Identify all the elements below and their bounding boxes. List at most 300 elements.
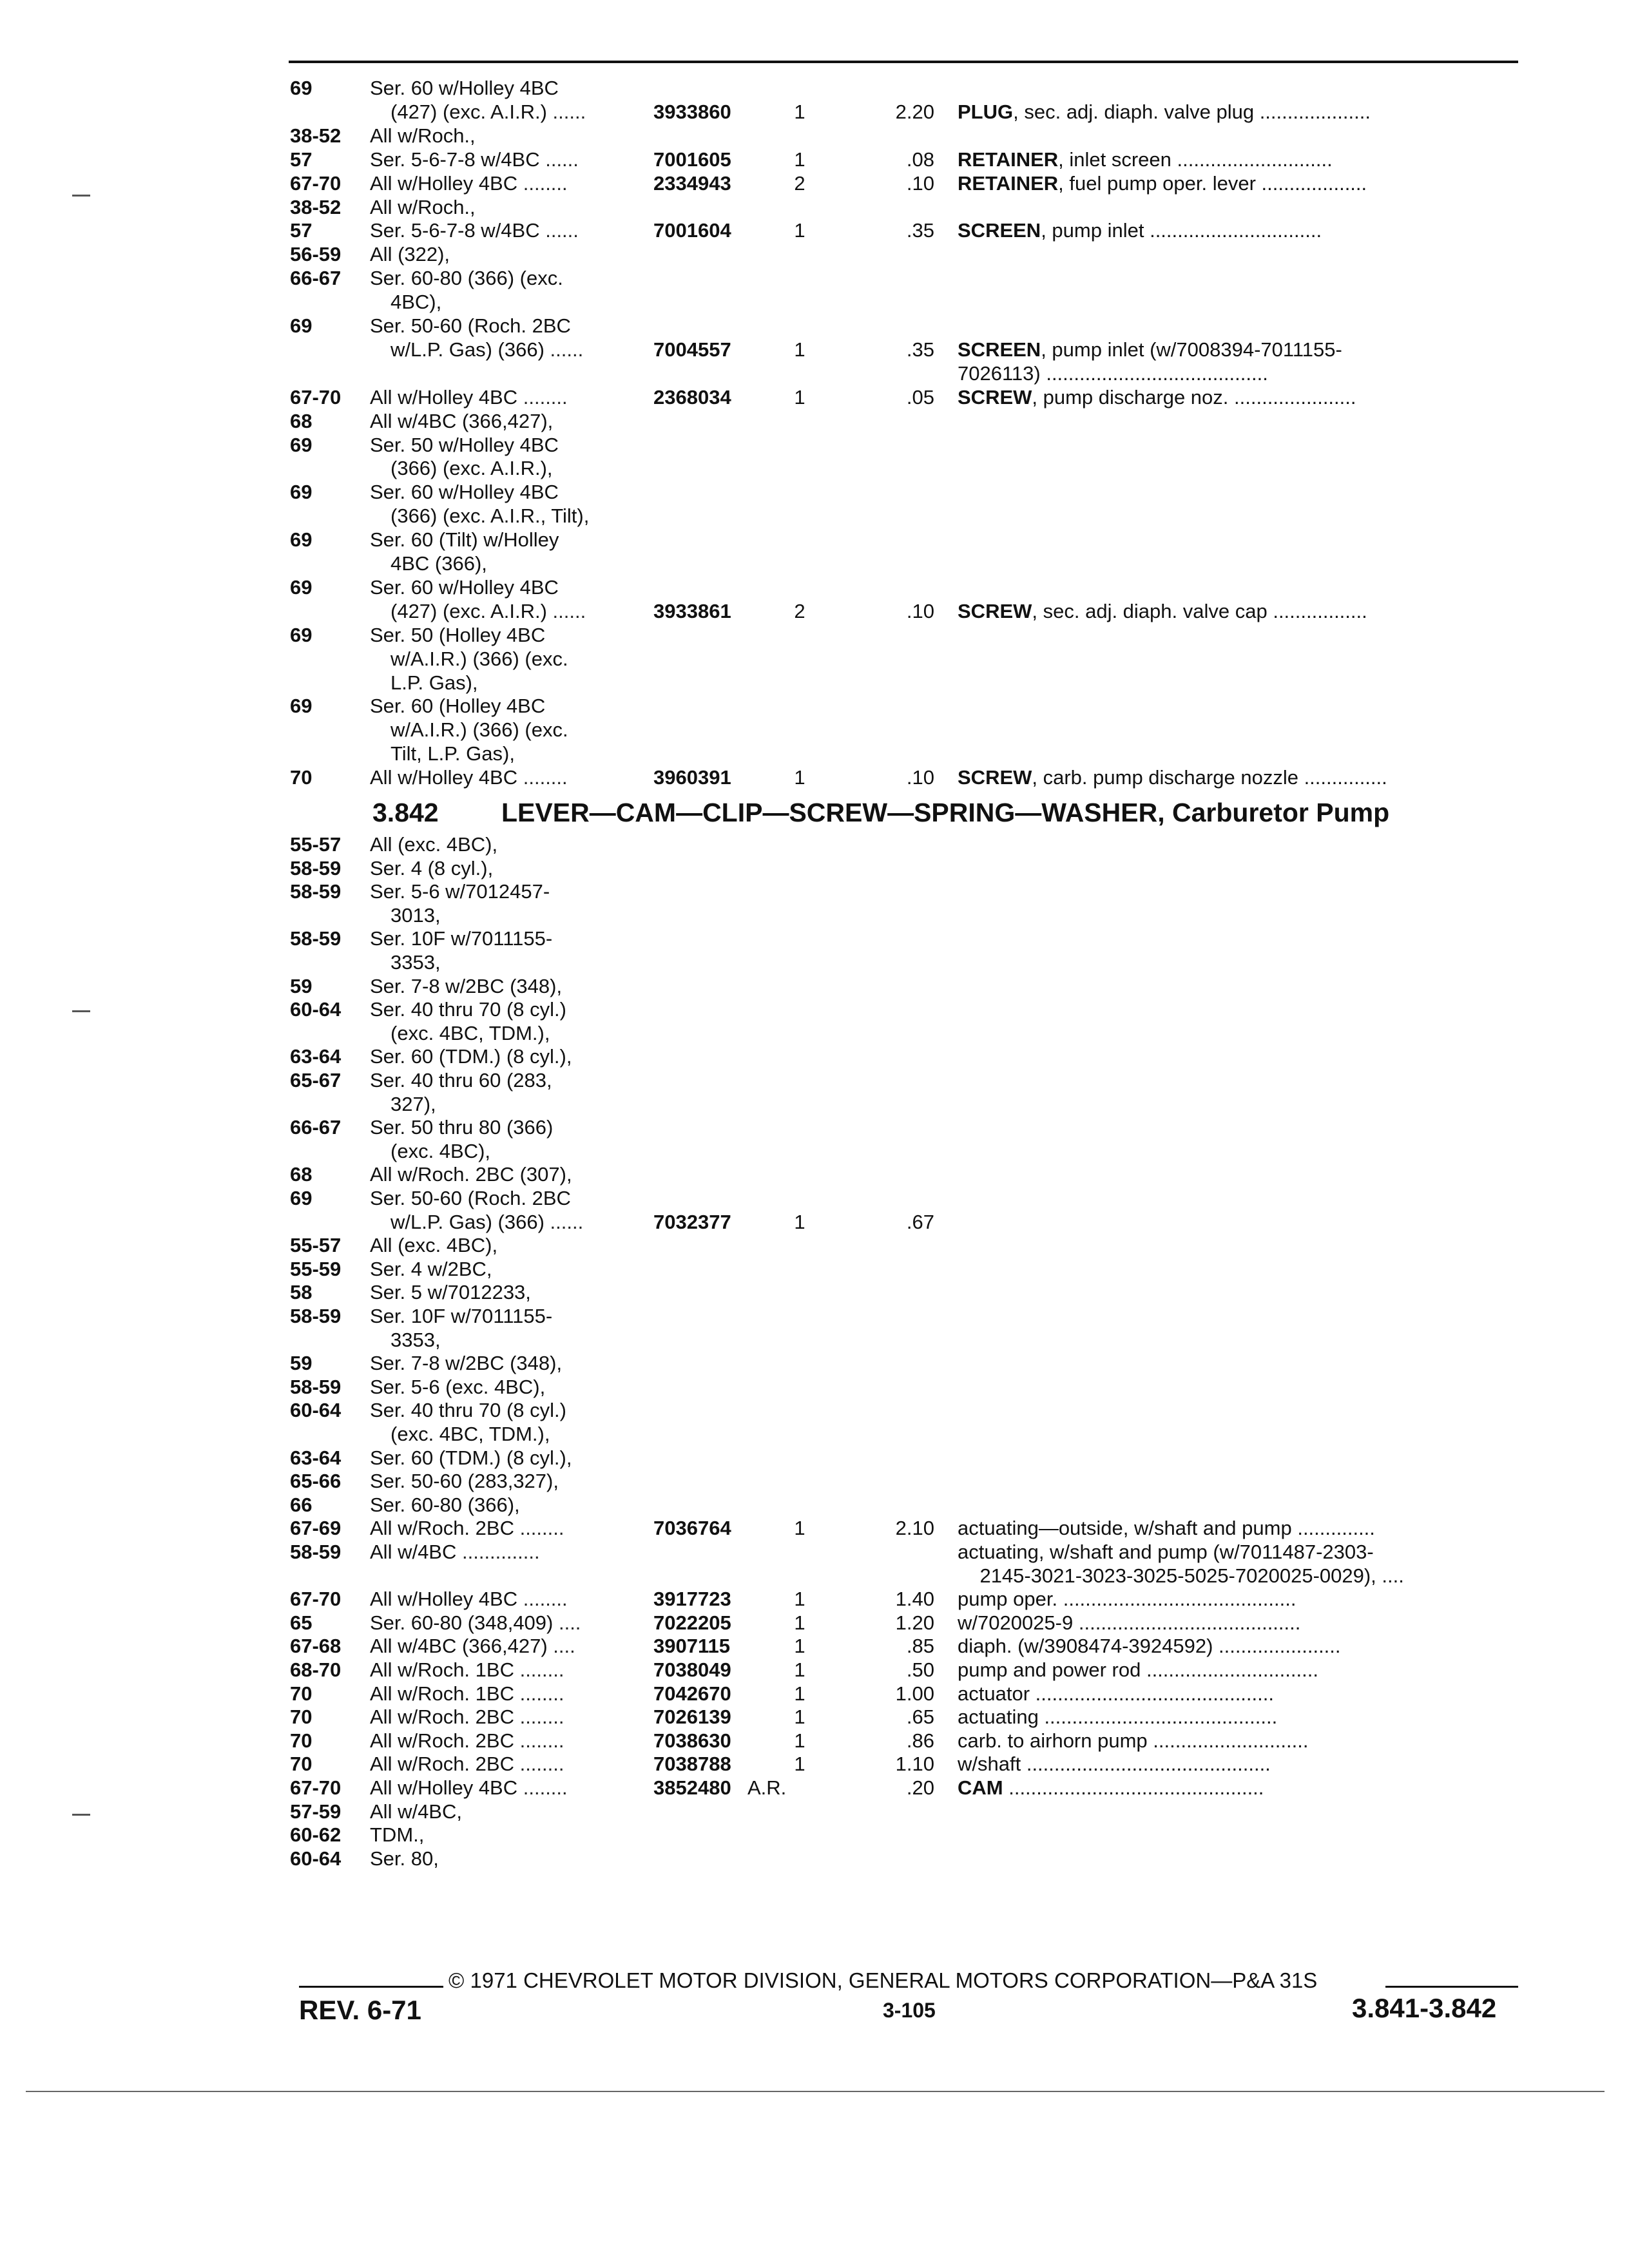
application-text: Ser. 7-8 w/2BC (348), xyxy=(370,1352,563,1375)
part-number: 3933860 xyxy=(653,100,731,123)
part-name-rest: actuating, w/shaft and pump (w/7011487-2303- xyxy=(958,1541,1374,1563)
application-desc xyxy=(370,1092,648,1116)
quantity: 1 xyxy=(794,1635,805,1658)
application-desc xyxy=(370,903,648,927)
model-year: 69 xyxy=(290,77,313,99)
application-text: All w/Roch., xyxy=(370,124,476,147)
part-name xyxy=(958,148,1518,171)
quantity: 1 xyxy=(794,1682,805,1705)
model-year: 58 xyxy=(290,1281,313,1304)
footer-revision: REV. 6-71 xyxy=(299,1995,421,2025)
part-number: 3852480 xyxy=(653,1776,731,1799)
model-year: 66-67 xyxy=(290,267,342,290)
application-leader: ........ xyxy=(514,1517,564,1540)
part-name xyxy=(958,171,1518,195)
part-name xyxy=(958,1634,1518,1658)
part-leader: ...................... xyxy=(1213,1635,1341,1658)
part-name xyxy=(958,218,1518,242)
part-name xyxy=(958,599,1518,623)
model-year: 65 xyxy=(290,1611,313,1634)
application-text: (exc. 4BC, TDM.), xyxy=(390,1423,550,1445)
part-leader: ................... xyxy=(1255,171,1367,195)
footer-copyright: © 1971 CHEVROLET MOTOR DIVISION, GENERAL MOTORS CORPORATION—P&A 31S xyxy=(448,1968,1318,1992)
application-leader: ........ xyxy=(514,1729,564,1752)
application-desc xyxy=(370,1516,648,1540)
part-number: 7026139 xyxy=(653,1706,731,1729)
application-desc xyxy=(370,927,648,950)
price: .86 xyxy=(906,1729,934,1752)
part-name-rest: , pump inlet xyxy=(1041,219,1144,242)
model-year: 70 xyxy=(290,1729,313,1752)
part-number: 3933861 xyxy=(653,599,731,622)
part-name-rest: w/shaft xyxy=(958,1753,1021,1776)
model-year: 60-64 xyxy=(290,998,342,1021)
application-text: Ser. 50 thru 80 (366) xyxy=(370,1116,554,1139)
price: 2.20 xyxy=(895,100,934,123)
application-text: All w/Roch. 1BC xyxy=(370,1682,514,1705)
application-desc xyxy=(370,575,648,599)
model-year: 58-59 xyxy=(290,1541,342,1563)
model-year: 67-69 xyxy=(290,1517,342,1540)
model-year: 69 xyxy=(290,433,313,456)
application-desc xyxy=(370,1233,648,1257)
model-year: 57 xyxy=(290,219,313,242)
model-year: 55-57 xyxy=(290,1234,342,1257)
application-text: Ser. 50-60 (283,327), xyxy=(370,1470,559,1493)
model-year: 69 xyxy=(290,1187,313,1209)
application-desc xyxy=(370,266,648,290)
model-year: 69 xyxy=(290,528,313,552)
application-desc xyxy=(370,338,648,361)
application-desc xyxy=(370,1776,648,1800)
application-desc xyxy=(370,195,648,219)
application-desc xyxy=(370,1729,648,1753)
part-name xyxy=(958,1752,1518,1776)
application-text: Ser. 10F w/7011155- xyxy=(370,927,553,950)
part-name xyxy=(958,1587,1518,1611)
model-year: 69 xyxy=(290,623,313,646)
model-year: 70 xyxy=(290,1682,313,1705)
application-text: L.P. Gas), xyxy=(390,671,478,694)
application-desc xyxy=(370,1658,648,1682)
part-name-rest: , inlet screen xyxy=(1058,148,1171,171)
part-number: 7001605 xyxy=(653,148,731,171)
application-desc xyxy=(370,997,648,1021)
application-desc xyxy=(370,1540,648,1564)
part-name-bold: RETAINER xyxy=(958,171,1059,195)
price: .50 xyxy=(906,1658,934,1681)
application-text: All w/Roch. 2BC (307), xyxy=(370,1163,572,1186)
model-year: 68 xyxy=(290,1163,313,1186)
application-text: Ser. 50 w/Holley 4BC xyxy=(370,433,559,456)
model-year: 69 xyxy=(290,314,313,337)
part-name-bold: SCREW xyxy=(958,766,1032,789)
part-number: 3960391 xyxy=(653,766,731,789)
application-desc xyxy=(370,950,648,974)
application-text: w/L.P. Gas) (366) xyxy=(390,1210,545,1233)
application-leader: .... xyxy=(547,1635,575,1658)
application-text: Ser. 80, xyxy=(370,1847,439,1870)
quantity: 1 xyxy=(794,1517,805,1540)
application-desc xyxy=(370,1162,648,1186)
application-desc xyxy=(370,1823,648,1847)
part-number: 2368034 xyxy=(653,385,731,408)
scan-bottom-edge xyxy=(26,2091,1605,2092)
application-text: All w/Holley 4BC xyxy=(370,1588,518,1611)
application-desc xyxy=(370,671,648,695)
application-desc xyxy=(370,552,648,575)
application-text: Ser. 5-6-7-8 w/4BC xyxy=(370,219,540,242)
application-text: Ser. 60 (Holley 4BC xyxy=(370,695,546,718)
application-desc xyxy=(370,76,648,100)
model-year: 70 xyxy=(290,1753,313,1776)
model-year: 58-59 xyxy=(290,1305,342,1327)
part-name-rest: , carb. pump discharge nozzle xyxy=(1032,766,1298,789)
application-desc xyxy=(370,1139,648,1163)
model-year: 57-59 xyxy=(290,1800,342,1823)
application-desc xyxy=(370,1328,648,1352)
application-desc xyxy=(370,528,648,552)
price: 1.20 xyxy=(895,1611,934,1634)
price: 1.10 xyxy=(895,1753,934,1776)
part-name xyxy=(958,1611,1518,1635)
application-desc xyxy=(370,856,648,880)
section-heading xyxy=(372,798,1389,828)
application-text: All (322), xyxy=(370,243,450,266)
application-text: Ser. 4 w/2BC, xyxy=(370,1257,492,1280)
application-text: Ser. 60-80 (348,409) xyxy=(370,1611,554,1634)
quantity: 1 xyxy=(794,1210,805,1233)
application-leader: ........ xyxy=(514,1753,564,1776)
part-number: 7038630 xyxy=(653,1729,731,1752)
footer-section-range: 3.841-3.842 xyxy=(1352,1993,1497,2023)
quantity: 1 xyxy=(794,1753,805,1776)
price: .10 xyxy=(906,599,934,622)
application-leader: ........ xyxy=(517,766,568,789)
application-text: w/L.P. Gas) (366) xyxy=(390,338,545,361)
model-year: 67-70 xyxy=(290,1588,342,1611)
price: 1.40 xyxy=(895,1588,934,1611)
application-text: Ser. 60 (TDM.) (8 cyl.), xyxy=(370,1045,572,1068)
application-text: All w/4BC xyxy=(370,1541,457,1563)
part-leader: ............................... xyxy=(1144,219,1322,242)
application-desc xyxy=(370,879,648,903)
application-leader: .... xyxy=(553,1611,581,1634)
part-name-rest: 7026113) xyxy=(958,361,1041,385)
model-year: 58-59 xyxy=(290,856,342,879)
part-leader: ............................................ xyxy=(1021,1753,1271,1776)
part-name-rest: , sec. adj. diaph. valve plug xyxy=(1013,100,1255,123)
application-desc xyxy=(370,1446,648,1470)
application-text: Ser. 60 (TDM.) (8 cyl.), xyxy=(370,1446,572,1469)
price: .10 xyxy=(906,171,934,195)
part-name-bold: SCREW xyxy=(958,599,1032,622)
application-leader: ........ xyxy=(517,1776,568,1799)
quantity: A.R. xyxy=(747,1776,787,1799)
application-desc xyxy=(370,718,648,742)
footer-rule-right xyxy=(1385,1986,1518,1988)
price: .35 xyxy=(906,338,934,361)
application-desc xyxy=(370,409,648,433)
application-text: Ser. 5-6-7-8 w/4BC xyxy=(370,148,540,171)
part-leader: ........................................... xyxy=(1030,1682,1274,1705)
application-desc xyxy=(370,124,648,148)
price: 2.10 xyxy=(895,1517,934,1540)
part-number: 7042670 xyxy=(653,1682,731,1705)
application-desc xyxy=(370,171,648,195)
part-leader: ...................... xyxy=(1228,385,1356,408)
application-text: Ser. 50-60 (Roch. 2BC xyxy=(370,314,571,337)
part-name-bold: PLUG xyxy=(958,100,1014,123)
quantity: 1 xyxy=(794,1658,805,1681)
price: .20 xyxy=(906,1776,934,1799)
application-leader: ...... xyxy=(539,219,579,242)
price: .85 xyxy=(906,1635,934,1658)
model-year: 38-52 xyxy=(290,195,342,218)
part-leader: ............................ xyxy=(1147,1729,1309,1752)
margin-tick-2 xyxy=(72,1010,90,1012)
part-name-bold: CAM xyxy=(958,1776,1003,1799)
part-name-rest: actuator xyxy=(958,1682,1030,1705)
application-text: TDM., xyxy=(370,1823,425,1847)
application-text: Ser. 40 thru 70 (8 cyl.) xyxy=(370,998,566,1021)
application-desc xyxy=(370,1115,648,1139)
part-leader: .... xyxy=(1376,1564,1404,1587)
application-leader: ........ xyxy=(517,171,568,195)
application-text: (366) (exc. A.I.R., Tilt), xyxy=(390,505,590,528)
application-text: 327), xyxy=(390,1092,436,1115)
part-leader: ........................................ xyxy=(1040,361,1268,385)
application-text: All w/Holley 4BC xyxy=(370,1776,518,1799)
part-name xyxy=(958,1776,1518,1800)
part-leader: .......................................... xyxy=(1057,1588,1296,1611)
part-name-rest: actuating xyxy=(958,1706,1039,1729)
part-name-rest: actuating—outside, w/shaft and pump xyxy=(958,1517,1292,1540)
model-year: 67-70 xyxy=(290,171,342,195)
application-desc xyxy=(370,242,648,266)
application-leader: ........ xyxy=(517,1588,568,1611)
quantity: 1 xyxy=(794,1611,805,1634)
part-leader: ........................................ xyxy=(1073,1611,1301,1634)
quantity: 1 xyxy=(794,1729,805,1752)
part-name xyxy=(958,1564,1518,1588)
part-name xyxy=(958,100,1518,124)
part-name-rest: carb. to airhorn pump xyxy=(958,1729,1148,1752)
part-number: 7036764 xyxy=(653,1517,731,1540)
application-desc xyxy=(370,974,648,998)
application-leader: ...... xyxy=(539,148,579,171)
application-text: Ser. 5-6 w/7012457- xyxy=(370,880,550,903)
part-name-rest: pump oper. xyxy=(958,1588,1058,1611)
part-name xyxy=(958,1658,1518,1682)
application-leader: ........ xyxy=(517,385,568,408)
price: .10 xyxy=(906,766,934,789)
application-text: (366) (exc. A.I.R.), xyxy=(390,457,553,480)
application-desc xyxy=(370,742,648,765)
application-text: All (exc. 4BC), xyxy=(370,1234,498,1257)
application-desc xyxy=(370,1493,648,1517)
application-text: 3353, xyxy=(390,951,441,974)
model-year: 69 xyxy=(290,695,313,718)
application-text: 3013, xyxy=(390,903,441,927)
application-desc xyxy=(370,832,648,856)
application-leader: ...... xyxy=(544,338,584,361)
application-text: Tilt, L.P. Gas), xyxy=(390,742,515,765)
part-number: 7022205 xyxy=(653,1611,731,1634)
application-desc xyxy=(370,148,648,171)
application-desc xyxy=(370,1422,648,1446)
part-name-bold: SCREEN xyxy=(958,338,1041,361)
quantity: 1 xyxy=(794,148,805,171)
application-desc xyxy=(370,1280,648,1304)
model-year: 57 xyxy=(290,148,313,171)
section-number: 3.842 xyxy=(372,798,439,827)
application-leader: ...... xyxy=(546,599,586,622)
part-number: 2334943 xyxy=(653,171,731,195)
application-text: (exc. 4BC, TDM.), xyxy=(390,1021,550,1044)
part-name-bold: SCREEN xyxy=(958,219,1041,242)
application-text: Ser. 60 w/Holley 4BC xyxy=(370,481,559,504)
application-desc xyxy=(370,1186,648,1210)
part-number: 7038049 xyxy=(653,1658,731,1681)
part-number: 7038788 xyxy=(653,1753,731,1776)
application-text: (427) (exc. A.I.R.) xyxy=(390,599,547,622)
application-desc xyxy=(370,314,648,338)
part-name xyxy=(958,1682,1518,1706)
application-desc xyxy=(370,456,648,480)
part-leader: ................. xyxy=(1267,599,1367,622)
application-desc xyxy=(370,433,648,457)
part-number: 3917723 xyxy=(653,1588,731,1611)
price: 1.00 xyxy=(895,1682,934,1705)
model-year: 63-64 xyxy=(290,1045,342,1068)
application-desc xyxy=(370,1375,648,1399)
model-year: 60-64 xyxy=(290,1399,342,1422)
footer-page-number: 3-105 xyxy=(883,1999,936,2022)
application-text: (427) (exc. A.I.R.) xyxy=(390,100,547,123)
application-text: All w/Roch., xyxy=(370,195,476,218)
application-desc xyxy=(370,765,648,789)
application-text: All w/Roch. 1BC xyxy=(370,1658,514,1681)
application-desc xyxy=(370,1304,648,1328)
application-text: Ser. 10F w/7011155- xyxy=(370,1305,553,1327)
model-year: 58-59 xyxy=(290,927,342,950)
part-name xyxy=(958,765,1518,789)
application-desc xyxy=(370,623,648,647)
application-desc xyxy=(370,218,648,242)
part-name-rest: , fuel pump oper. lever xyxy=(1058,171,1256,195)
section-title: LEVER—CAM—CLIP—SCREW—SPRING—WASHER, Carburetor Pump xyxy=(501,798,1390,827)
part-name-rest: diaph. (w/3908474-3924592) xyxy=(958,1635,1213,1658)
part-leader: .......................................... xyxy=(1038,1706,1278,1729)
part-number: 7032377 xyxy=(653,1210,731,1233)
application-text: All w/Roch. 2BC xyxy=(370,1753,514,1776)
quantity: 1 xyxy=(794,338,805,361)
margin-tick-1 xyxy=(72,195,90,197)
application-desc xyxy=(370,1752,648,1776)
quantity: 2 xyxy=(794,171,805,195)
application-text: 3353, xyxy=(390,1328,441,1351)
part-name-bold: SCREW xyxy=(958,385,1032,408)
application-text: Ser. 4 (8 cyl.), xyxy=(370,856,494,879)
application-text: 4BC (366), xyxy=(390,552,487,575)
part-name xyxy=(958,1729,1518,1753)
price: .67 xyxy=(906,1210,934,1233)
model-year: 65-67 xyxy=(290,1069,342,1091)
model-year: 69 xyxy=(290,575,313,599)
application-desc xyxy=(370,1257,648,1281)
model-year: 58-59 xyxy=(290,1375,342,1398)
price: .05 xyxy=(906,385,934,408)
part-leader: .................... xyxy=(1254,100,1371,123)
application-desc xyxy=(370,290,648,314)
part-number: 7004557 xyxy=(653,338,731,361)
application-text: Ser. 40 thru 70 (8 cyl.) xyxy=(370,1399,566,1422)
application-desc xyxy=(370,1705,648,1729)
application-text: Ser. 60 w/Holley 4BC xyxy=(370,77,559,99)
application-text: (exc. 4BC), xyxy=(390,1139,491,1162)
part-name xyxy=(958,1540,1518,1564)
top-rule xyxy=(289,61,1518,63)
model-year: 67-68 xyxy=(290,1635,342,1658)
application-desc xyxy=(370,1210,648,1234)
quantity: 1 xyxy=(794,385,805,408)
application-text: Ser. 60 (Tilt) w/Holley xyxy=(370,528,559,552)
application-desc xyxy=(370,1847,648,1870)
part-name-rest: , pump discharge noz. xyxy=(1032,385,1229,408)
part-leader: ............................ xyxy=(1171,148,1333,171)
application-desc xyxy=(370,1634,648,1658)
part-name xyxy=(958,361,1518,385)
model-year: 56-59 xyxy=(290,243,342,266)
application-text: Ser. 60-80 (366) (exc. xyxy=(370,267,563,290)
application-text: All w/4BC, xyxy=(370,1800,462,1823)
application-leader: .............. xyxy=(456,1541,540,1563)
application-desc xyxy=(370,100,648,124)
application-desc xyxy=(370,1469,648,1493)
quantity: 2 xyxy=(794,599,805,622)
model-year: 55-57 xyxy=(290,833,342,856)
application-desc xyxy=(370,504,648,528)
model-year: 66 xyxy=(290,1493,313,1516)
application-desc xyxy=(370,1587,648,1611)
model-year: 70 xyxy=(290,766,313,789)
part-name xyxy=(958,1516,1518,1540)
part-name xyxy=(958,385,1518,409)
application-leader: ........ xyxy=(514,1658,564,1681)
part-name-rest: 2145-3021-3023-3025-5025-7020025-0029), xyxy=(958,1564,1376,1587)
application-desc xyxy=(370,1068,648,1092)
price: .35 xyxy=(906,219,934,242)
part-leader: ............... xyxy=(1298,766,1387,789)
model-year: 70 xyxy=(290,1706,313,1729)
application-text: All w/Roch. 2BC xyxy=(370,1517,514,1540)
quantity: 1 xyxy=(794,1706,805,1729)
quantity: 1 xyxy=(794,219,805,242)
part-name xyxy=(958,1705,1518,1729)
application-text: w/A.I.R.) (366) (exc. xyxy=(390,647,568,670)
price: .65 xyxy=(906,1706,934,1729)
application-leader: ...... xyxy=(544,1210,584,1233)
part-name-bold: RETAINER xyxy=(958,148,1059,171)
model-year: 60-64 xyxy=(290,1847,342,1870)
model-year: 69 xyxy=(290,481,313,504)
part-name-rest: , pump inlet (w/7008394-7011155- xyxy=(1041,338,1342,361)
model-year: 55-59 xyxy=(290,1257,342,1280)
price: .08 xyxy=(906,148,934,171)
model-year: 68 xyxy=(290,409,313,432)
part-name xyxy=(958,338,1518,361)
